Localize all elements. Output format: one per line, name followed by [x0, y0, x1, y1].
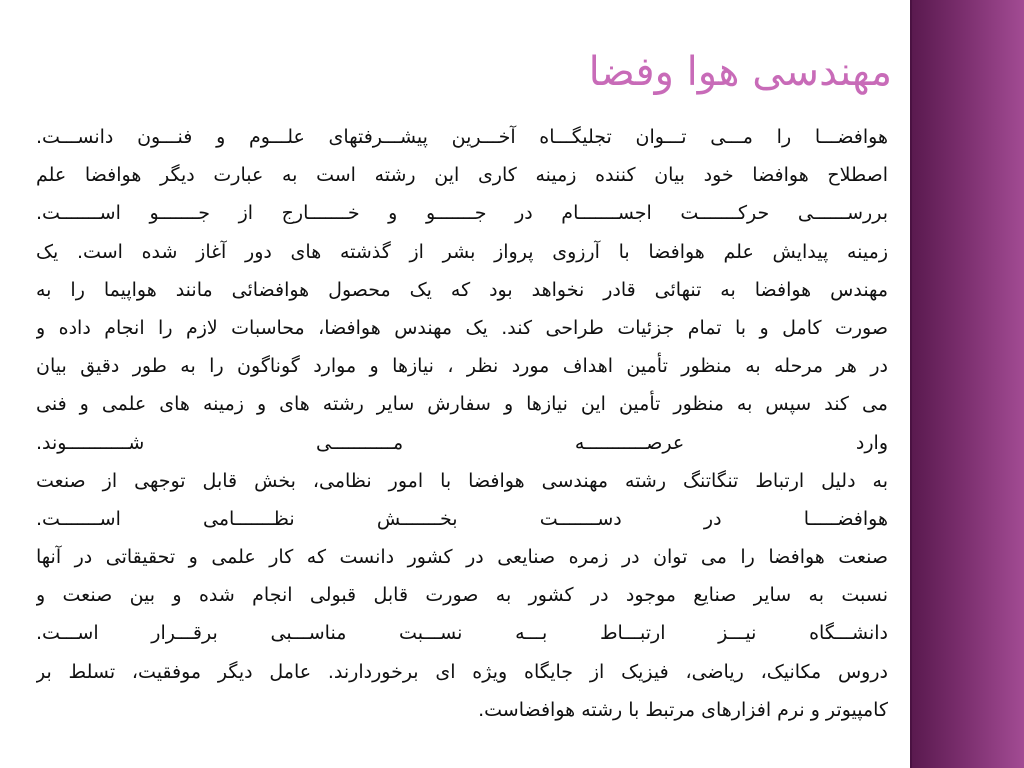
- body-line: کامپیوتر و نرم افزارهای مرتبط با رشته هوافضاست.: [478, 698, 888, 721]
- body-line: دانشـــگاه نیـــز ارتبـــاط بـــه نســـبت مناســـبی برقـــرار اســـت.: [36, 622, 888, 645]
- slide-title: مهندسی هوا وفضا: [588, 49, 892, 95]
- body-text: [36, 118, 888, 758]
- body-line: به دلیل ارتباط تنگاتنگ رشته مهندسی هوافضا با امور نظامی، بخش قابل توجهی از صنعت: [36, 469, 888, 492]
- body-line: صورت کامل و با تمام جزئیات طراحی کند. یک مهندس هوافضا، محاسبات لازم را انجام داده و: [36, 316, 888, 339]
- body-line: صنعت هوافضا را می توان در زمره صنایعی در کشور دانست که کار علمی و تحقیقاتی در آنها: [36, 546, 888, 569]
- body-line: مهندس هوافضا به تنهائی قادر نخواهد بود که یک محصول هوافضائی مانند هواپیما را به: [36, 278, 888, 301]
- body-line: در هر مرحله به منظور تأمین اهداف مورد نظر ، نیازها و موارد گوناگون را به طور دقیق بیان: [36, 355, 888, 378]
- body-line: می کند سپس به منظور تأمین این نیازها و سفارش سایر رشته های و زمینه های علمی و فنی: [36, 393, 888, 416]
- purple-side-band: [912, 0, 1024, 768]
- body-line: زمینه پیدایش علم هوافضا با آرزوی پرواز بشر از گذشته های دور آغاز شده است. یک: [36, 240, 888, 263]
- body-line: اصطلاح هوافضا خود بیان کننده زمینه کاری این رشته است به عبارت دیگر هوافضا علم: [36, 164, 888, 187]
- body-line: هوافضـــــا در دســـــــت بخـــــــش نظـــــــامی اســـــــت.: [36, 507, 888, 530]
- body-line: بررســــــی حرکـــــــت اجســـــــام در جـــــــو و خـــــــارج از جـــــــو اســـــــت.: [36, 202, 888, 225]
- body-line: نسبت به سایر صنایع موجود در کشور به صورت قابل قبولی انجام شده و بین صنعت و: [36, 584, 888, 607]
- body-line: دروس مکانیک، ریاضی، فیزیک از جایگاه ویژه ای برخوردارند. عامل دیگر موفقیت، تسلط بر: [36, 660, 888, 683]
- body-line: وارد عرصـــــــــــه مـــــــــــی شـــــــــــوند.: [36, 431, 888, 454]
- body-line: هوافضـــا را مـــی تـــوان تجلیگـــاه آخـــرین پیشـــرفتهای علـــوم و فنـــون دانســـت.: [36, 126, 888, 148]
